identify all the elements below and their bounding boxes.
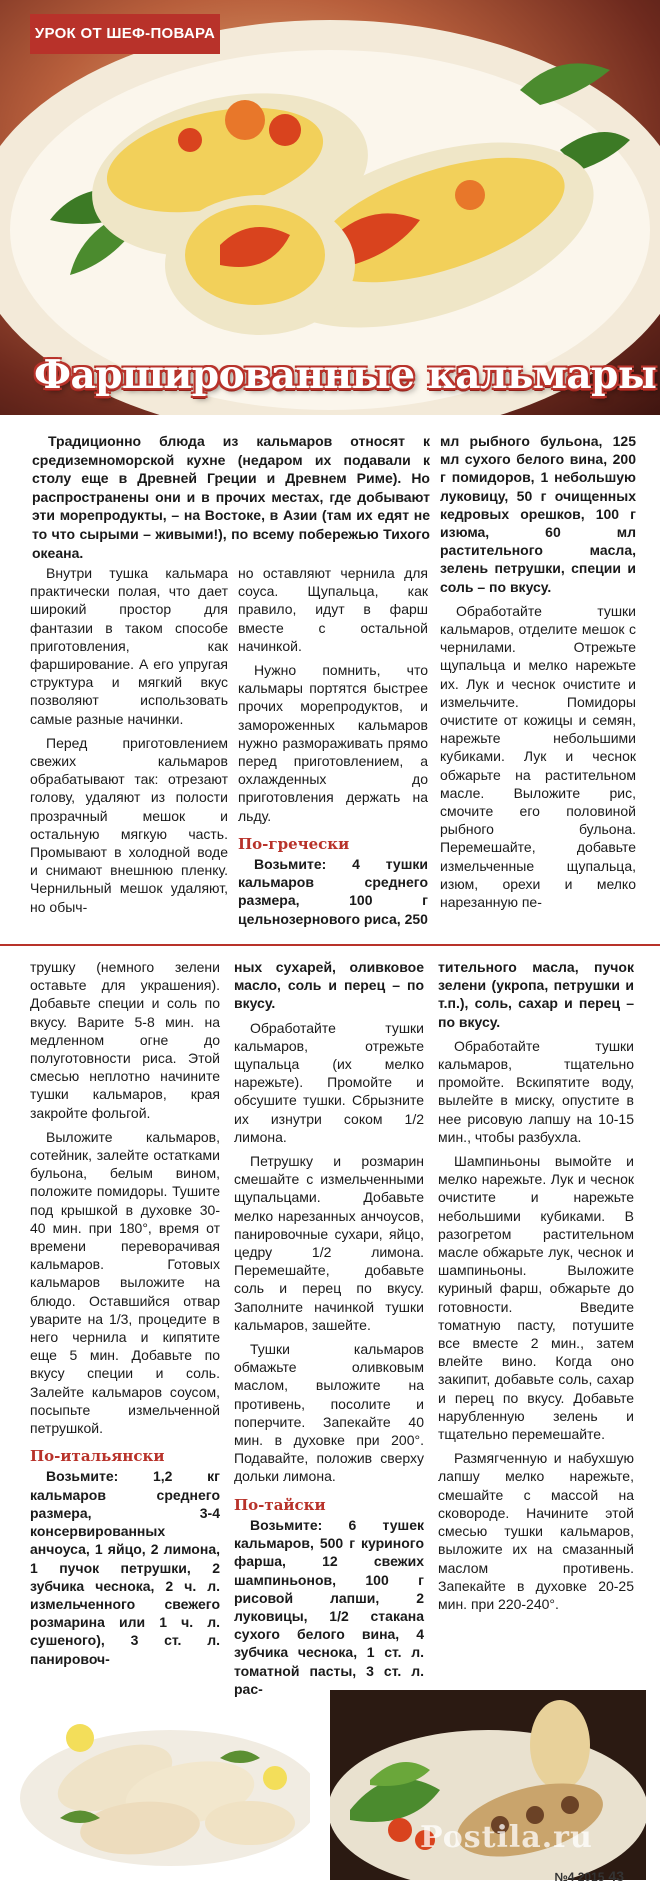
italian-method-1: Обработайте тушки кальмаров, отрежьте щупальца (их мелко нарежьте). Промойте и обсушите тушки. Сбрызните их изнутри соком 1/2 лимона. xyxy=(234,1019,424,1145)
hero-photo xyxy=(0,0,660,415)
intro-paragraph: Традиционно блюда из кальмаров относят к средиземноморской кухне (недаром их подавали к столу еще в Древней Греции и Древнем Риме). Но распространены они и в прочих местах, где добывают эти морепродукты, – на Востоке, в Азии (там их едят не то что сырыми – живыми!), по всему побережью Тихого океана. xyxy=(32,433,430,561)
italian-method-2: Петрушку и розмарин смешайте с измельченными щупальцами. Добавьте мелко нарезанных анчоусов, панировочные сухари, яйцо, цедру 1/2 лимона. Перемешайте, добавьте соль и перец по вкусу. Заполните начинкой тушки кальмаров, зашейте. xyxy=(234,1153,424,1333)
thai-recipe-heading: По-тайски xyxy=(234,1495,326,1514)
section-divider xyxy=(0,944,660,946)
italian-ingredients: Возьмите: 1,2 кг кальмаров среднего размера, 3-4 консервированных анчоуса, 1 яйцо, 2 лимона, 1 пучок петрушки, 2 зубчика чеснока, 2 ч. л. измельченного свежего розмарина или 1 ч. л. сушеного), 3 ст. л. панировоч- xyxy=(30,1468,220,1667)
greek-method-paragraph: Обработайте тушки кальмаров, отделите мешок с чернилами. Отрежьте щупальца и мелко нарежьте их. Лук и чеснок очистите и измельчите. Помидоры очистите от кожицы и семян, нарежьте небольшими кубиками. Лук и чеснок обжарьте на растительном масле. Выложите рис, смочите его половиной рыбного бульона. Перемешайте, добавьте измельченные щупальца, изюм, орехи и мелко нарезанную пе- xyxy=(440,602,636,911)
thai-method-1: Обработайте тушки кальмаров, тщательно промойте. Вскипятите воду, вылейте в миску, опустите в нее рисовую лапшу на 10-15 мин., чтобы разбухла. xyxy=(438,1037,634,1145)
italian-squid-illustration xyxy=(20,1698,310,1868)
thai-method-3: Размягченную и набухшую лапшу мелко нарежьте, смешайте с массой на сковороде. Начините этой смесью тушки кальмаров, выложите их на смазанный маслом противень. Запекайте в духовке 20-25 мин. при 220-240°. xyxy=(438,1450,634,1612)
section-label: УРОК ОТ ШЕФ-ПОВАРА xyxy=(30,14,220,54)
greek-ingredients-continued: мл рыбного бульона, 125 мл сухого белого вина, 200 г помидоров, 1 небольшую луковицу, 50 г очищенных кедровых орешков, 100 г изюма, 60 мл растительного масла, зелень петрушки, специи и соль – по вкусу. xyxy=(440,433,636,595)
squid-anatomy-paragraph: Внутри тушка кальмара практически полая, что дает широкий простор для фантазии в таком способе приготовления, как фарширование. А его упругая структура и мягкий вкус позволяют использовать самые разные начинки. xyxy=(30,565,228,727)
italian-ingredients-continued: ных сухарей, оливковое масло, соль и перец – по вкусу. xyxy=(234,959,424,1012)
page-footer xyxy=(554,1868,624,1884)
page-title: Фаршированные кальмары xyxy=(34,352,657,398)
watermark: Postila.ru xyxy=(420,1820,593,1855)
thai-ingredients: Возьмите: 6 тушек кальмаров, 500 г куриного фарша, 12 свежих шампиньонов, 100 г рисовой лапши, 2 луковицы, 1/2 стакана сухого белого вина, 4 зубчика чеснока, 1 ст. л. томатной пасты, 3 ст. л. рас- xyxy=(234,1516,424,1697)
squid-prep-paragraph: Перед приготовлением свежих кальмаров обрабатывают так: отрезают голову, удаляют из полости прозрачный мешок и остальную мягкую часть. Промывают в холодной воде и снимают внешнюю пленку. Чернильный мешок удаляют, но обыч- xyxy=(30,734,228,915)
thai-method-2: Шампиньоны вымойте и мелко нарежьте. Лук и чеснок очистите и нарежьте небольшими кубиками. В разогретом растительном масле обжарьте лук, чеснок и шампиньоны. Выложите куриный фарш, обжарьте до готовности. Введите томатную пасту, потушите все вместе 2 мин., затем влейте вино. Когда оно закипит, добавьте соль, сахар и перец по вкусу. Добавьте нарубленную зелень и тщательно перемешайте. xyxy=(438,1153,634,1443)
italian-squid-photo xyxy=(20,1698,310,1868)
issue-number: №4 2015 xyxy=(554,1870,605,1884)
upper-column-1 xyxy=(30,564,228,922)
lower-column-1 xyxy=(30,958,220,1674)
greek-ingredients: Возьмите: 4 тушки кальмаров среднего размера, 100 г цельнозернового риса, 250 xyxy=(238,856,428,927)
ink-paragraph: но оставляют чернила для соуса. Щупальца, как правило, идут в фарш вместе с остальной начинкой. xyxy=(238,565,428,654)
greek-recipe-heading: По-гречески xyxy=(238,834,350,853)
lower-column-2 xyxy=(234,958,424,1704)
page-number: 43 xyxy=(608,1868,624,1884)
upper-column-3 xyxy=(440,432,636,917)
lower-column-3 xyxy=(438,958,634,1619)
greek-braise-paragraph: Выложите кальмаров, сотейник, залейте остатками бульона, белым вином, положите помидоры. Тушите под крышкой в духовке 30-40 мин. при 180°, время от времени переворачивая кальмаров. Готовых кальмаров выложите на блюдо. Оставшийся отвар уварите на 1/3, процедите в него чернила и кипятите еще 5 мин. Добавьте по вкусу специи и соль. Залейте кальмаров соусом, посыпьте измельченной петрушкой. xyxy=(30,1128,220,1437)
greek-method-continued: трушку (немного зелени оставьте для украшения). Добавьте специи и соль по вкусу. Варите 5-8 мин. на медленном огне до полуготовности риса. Этой смесью неплотно начините тушки кальмаров, края закройте фольгой. xyxy=(30,959,220,1121)
upper-column-2 xyxy=(238,564,428,934)
italian-method-3: Тушки кальмаров обмажьте оливковым маслом, выложите на противень, посолите и поперчите. Запекайте 40 мин. в духовке при 200°. Подавайте, положив сверху дольки лимона. xyxy=(234,1341,424,1485)
storage-paragraph: Нужно помнить, что кальмары портятся быстрее прочих морепродуктов, и замороженных кальмаров нужно размораживать прямо перед приготовлением, а охлажденных до приготовления держать на льду. xyxy=(238,662,428,824)
italian-recipe-heading: По-итальянски xyxy=(30,1447,165,1466)
thai-ingredients-continued: тительного масла, пучок зелени (укропа, петрушки и т.п.), соль, сахар и перец – по вкусу. xyxy=(438,959,634,1030)
